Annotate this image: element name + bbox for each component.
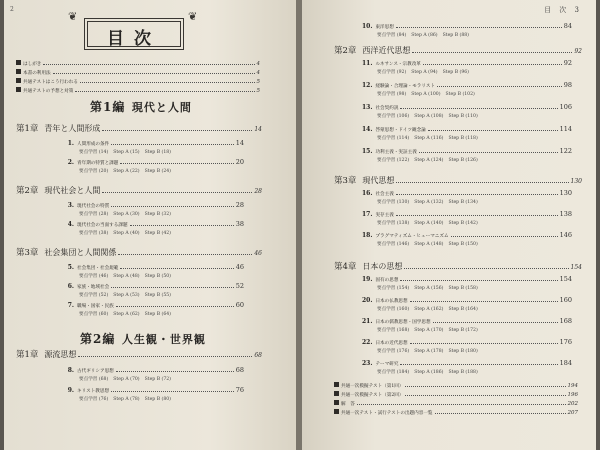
item-number: 5. (67, 264, 74, 271)
ornament-left-icon: ❦ (68, 10, 78, 23)
item-title: 家族・地域社会 (77, 285, 110, 290)
dot-leader (396, 215, 558, 216)
step-ref: Step A (62) (113, 312, 140, 317)
step-line (79, 273, 176, 279)
page-ref: 130 (559, 189, 572, 197)
step-line (79, 292, 176, 298)
page-ref: 38 (235, 220, 244, 228)
dot-leader (43, 64, 254, 65)
dot-leader (410, 343, 558, 344)
chapter-label: 第3章 (334, 176, 357, 186)
page-ref: 207 (567, 410, 578, 416)
page-ref: 5 (256, 88, 260, 94)
step-line (79, 211, 176, 217)
back-matter-label: 共通一次模擬テスト（第2回） (341, 393, 404, 398)
back-matter-item (334, 391, 578, 398)
step-ref: Step A (22) (113, 169, 140, 174)
step-ref: Step B (134) (448, 200, 478, 205)
page-ref: 84 (563, 22, 572, 30)
chapter-title: 日本の思想 (362, 262, 403, 271)
page-ref: 46 (235, 263, 244, 271)
step-ref: Step A (53) (113, 293, 140, 298)
step-line (377, 327, 483, 333)
step-ref: Step B (164) (448, 307, 478, 312)
part-title: 現代と人間 (131, 101, 192, 114)
step-line (377, 69, 474, 75)
step-line (79, 230, 176, 236)
dot-leader (410, 301, 558, 302)
item-number: 20. (362, 297, 373, 304)
toc-item (362, 359, 572, 367)
dot-leader (75, 91, 254, 92)
step-line (377, 113, 483, 119)
step-ref: 要点学習 (160) (377, 307, 410, 312)
bullet-square-icon (16, 69, 21, 74)
toc-item (362, 22, 572, 30)
front-matter-item (16, 78, 260, 85)
step-ref: 要点学習 (168) (377, 328, 410, 333)
item-number: 4. (67, 221, 74, 228)
item-title: 日本の近代思想 (375, 341, 408, 346)
chapter-heading (16, 122, 262, 134)
step-ref: Step B (158) (448, 286, 478, 291)
front-matter-label: 共通テストの予想と対策 (23, 89, 74, 94)
item-title: 固有の思想 (375, 278, 399, 283)
toc-item (362, 103, 572, 111)
step-line (377, 285, 483, 291)
dot-leader (435, 413, 566, 414)
part-number: 第1編 (90, 100, 126, 114)
item-title: 古代ギリシア思想 (77, 369, 114, 374)
bullet-square-icon (334, 382, 339, 387)
step-ref: Step A (86) (411, 33, 438, 38)
step-ref: Step B (110) (448, 114, 478, 119)
part-heading (80, 330, 206, 347)
toc-item (64, 366, 244, 374)
part-heading (90, 98, 192, 115)
step-ref: Step B (18) (144, 150, 171, 155)
item-title: 青年期の特質と課題 (77, 161, 119, 166)
chapter-title: 現代思想 (362, 176, 395, 185)
step-ref: Step B (102) (445, 92, 475, 97)
chapter-heading (334, 260, 582, 272)
item-title: 職場・国家・民族 (77, 304, 114, 309)
page-ref: 60 (235, 301, 244, 309)
toc-item (362, 338, 572, 346)
toc-item (362, 296, 572, 304)
back-matter-label: 共通一次模擬テスト（第1回） (341, 384, 404, 389)
page-ref: 154 (570, 264, 582, 271)
page-ref: 202 (567, 401, 578, 407)
item-number: 22. (362, 339, 373, 346)
dot-leader (102, 192, 252, 193)
chapter-title: 現代社会と人間 (44, 186, 101, 195)
bullet-square-icon (334, 409, 339, 414)
chapter-label: 第3章 (16, 248, 39, 258)
page-ref: 114 (559, 125, 572, 133)
chapter-title: 源流思想 (44, 350, 77, 359)
step-ref: Step B (72) (144, 377, 171, 382)
chapter-heading (16, 184, 262, 196)
step-ref: 要点学習 (52) (79, 293, 109, 298)
back-matter-item (334, 409, 578, 416)
toc-item (64, 282, 244, 290)
page-number-left: 2 (10, 6, 14, 13)
item-number: 14. (362, 126, 373, 133)
page-ref: 122 (559, 147, 572, 155)
toc-item (64, 139, 244, 147)
bullet-square-icon (16, 78, 21, 83)
step-ref: 要点学習 (98) (377, 92, 407, 97)
step-ref: Step A (94) (411, 70, 438, 75)
item-title: テーマ研究 (375, 362, 399, 367)
dot-leader (419, 152, 558, 153)
item-number: 1. (67, 140, 74, 147)
step-ref: Step B (50) (144, 274, 171, 279)
dot-leader (130, 225, 234, 226)
step-ref: Step A (30) (113, 212, 140, 217)
toc-item (64, 220, 244, 228)
page-ref: 196 (567, 392, 578, 398)
page-ref: 52 (235, 282, 244, 290)
toc-item (362, 189, 572, 197)
page-ref: 130 (570, 178, 582, 185)
front-matter-item (16, 87, 260, 94)
step-line (377, 306, 483, 312)
dot-leader (428, 130, 558, 131)
page-ref: 194 (567, 383, 578, 389)
dot-leader (396, 182, 568, 183)
item-title: 人間形成の条件 (77, 142, 110, 147)
step-line (79, 396, 176, 402)
chapter-heading (16, 348, 262, 360)
dot-leader (357, 404, 566, 405)
step-ref: 要点学習 (106) (377, 114, 410, 119)
step-ref: 要点学習 (184) (377, 370, 410, 375)
step-ref: Step B (32) (144, 212, 171, 217)
step-ref: 要点学習 (28) (79, 212, 109, 217)
item-number: 10. (362, 23, 373, 30)
step-line (377, 91, 480, 97)
chapter-heading (334, 174, 582, 186)
toc-item (64, 201, 244, 209)
step-line (377, 32, 474, 38)
step-ref: Step B (55) (144, 293, 171, 298)
step-ref: Step A (170) (414, 328, 444, 333)
step-ref: Step A (156) (414, 286, 444, 291)
step-ref: Step A (70) (113, 377, 140, 382)
dot-leader (405, 395, 565, 396)
dot-leader (396, 194, 558, 195)
toc-item (64, 158, 244, 166)
item-number: 8. (67, 367, 74, 374)
page-ref: 76 (235, 386, 244, 394)
step-ref: Step A (162) (414, 307, 444, 312)
running-header: 目 次 3 (544, 6, 582, 14)
step-ref: Step B (118) (448, 136, 478, 141)
page-ref: 4 (256, 70, 260, 76)
item-number: 2. (67, 159, 74, 166)
toc-item (362, 210, 572, 218)
ornament-right-icon: ❦ (188, 10, 198, 23)
item-number: 21. (362, 318, 373, 325)
bullet-square-icon (16, 60, 21, 65)
dot-leader (111, 206, 234, 207)
step-ref: 要点学習 (14) (79, 150, 109, 155)
step-ref: Step A (124) (414, 158, 444, 163)
item-title: 功利主義・実証主義 (375, 150, 417, 155)
dot-leader (120, 268, 233, 269)
dot-leader (400, 364, 557, 365)
toc-item (362, 81, 572, 89)
step-ref: 要点学習 (92) (377, 70, 407, 75)
item-number: 3. (67, 202, 74, 209)
item-number: 19. (362, 276, 373, 283)
step-ref: Step A (108) (414, 114, 444, 119)
step-ref: 要点学習 (84) (377, 33, 407, 38)
page-ref: 28 (235, 201, 244, 209)
step-ref: 要点学習 (114) (377, 136, 410, 141)
step-ref: 要点学習 (20) (79, 169, 109, 174)
item-title: キリスト教思想 (77, 389, 110, 394)
item-number: 16. (362, 190, 373, 197)
item-number: 7. (67, 302, 74, 309)
dot-leader (400, 280, 557, 281)
page-ref: 68 (235, 366, 244, 374)
dot-leader (400, 108, 557, 109)
step-line (377, 369, 483, 375)
dot-leader (396, 27, 562, 28)
item-title: 日本の仏教思想 (375, 299, 408, 304)
dot-leader (433, 322, 558, 323)
step-line (377, 220, 483, 226)
page-ref: 46 (254, 250, 262, 257)
back-matter-item (334, 400, 578, 407)
step-ref: Step A (78) (113, 397, 140, 402)
step-ref: 要点学習 (138) (377, 221, 410, 226)
step-line (377, 348, 483, 354)
step-ref: 要点学習 (130) (377, 200, 410, 205)
back-matter-item (334, 382, 578, 389)
step-ref: 要点学習 (146) (377, 242, 410, 247)
front-matter-label: 共通テストはこう行われる (23, 80, 78, 85)
part-number: 第2編 (80, 332, 116, 346)
book-spread (4, 0, 596, 450)
step-ref: Step B (42) (144, 231, 171, 236)
step-ref: Step A (140) (414, 221, 444, 226)
step-ref: Step B (24) (144, 169, 171, 174)
chapter-label: 第2章 (334, 46, 357, 56)
left-page (4, 0, 298, 450)
chapter-title: 西洋近代思想 (362, 46, 411, 55)
toc-item (64, 301, 244, 309)
step-ref: Step A (48) (113, 274, 140, 279)
step-ref: Step A (132) (414, 200, 444, 205)
step-ref: Step B (80) (144, 397, 171, 402)
page-ref: 160 (559, 296, 572, 304)
page-ref: 146 (559, 231, 572, 239)
item-number: 9. (67, 387, 74, 394)
dot-leader (116, 371, 234, 372)
toc-item (362, 275, 572, 283)
step-ref: Step A (178) (414, 349, 444, 354)
step-ref: Step A (148) (414, 242, 444, 247)
page-ref: 20 (235, 158, 244, 166)
page-ref: 4 (256, 61, 260, 67)
chapter-label: 第1章 (16, 124, 39, 134)
page-ref: 92 (574, 48, 582, 55)
item-number: 18. (362, 232, 373, 239)
step-ref: 要点学習 (46) (79, 274, 109, 279)
item-title: 啓蒙思想・ドイツ観念論 (375, 128, 426, 133)
dot-leader (118, 254, 252, 255)
item-number: 6. (67, 283, 74, 290)
page-ref: 184 (559, 359, 572, 367)
step-ref: Step B (96) (442, 70, 469, 75)
item-title: 日本の儒教思想・国学思想 (375, 320, 431, 325)
page-ref: 176 (559, 338, 572, 346)
item-title: 東洋思想 (375, 25, 394, 30)
front-matter-item (16, 69, 260, 76)
step-line (377, 157, 483, 163)
item-number: 23. (362, 360, 373, 367)
toc-item (362, 147, 572, 155)
chapter-label: 第1章 (16, 350, 39, 360)
item-title: 社会集団・社会規範 (77, 266, 119, 271)
toc-item (362, 59, 572, 67)
back-matter-label: 解 答 (341, 402, 355, 407)
item-title: 現代社会の当面する課題 (77, 223, 128, 228)
step-ref: 要点学習 (68) (79, 377, 109, 382)
page-title: 目次 (107, 29, 161, 49)
dot-leader (102, 130, 252, 131)
step-ref: 要点学習 (176) (377, 349, 410, 354)
step-line (377, 135, 483, 141)
dot-leader (80, 82, 255, 83)
step-line (79, 168, 176, 174)
step-ref: 要点学習 (60) (79, 312, 109, 317)
dot-leader (437, 86, 562, 87)
step-line (377, 241, 483, 247)
front-matter-label: はしがき (23, 62, 42, 67)
item-title: 実存主義 (375, 213, 394, 218)
page-ref: 106 (559, 103, 572, 111)
step-ref: Step A (40) (113, 231, 140, 236)
dot-leader (78, 356, 252, 357)
step-ref: Step B (126) (448, 158, 478, 163)
chapter-title: 社会集団と人間関係 (44, 248, 117, 257)
item-title: 経験論・合理論・モラリスト (375, 84, 436, 89)
dot-leader (423, 64, 562, 65)
page-ref: 14 (235, 139, 244, 147)
step-ref: Step A (186) (414, 370, 444, 375)
step-ref: Step A (100) (411, 92, 441, 97)
chapter-label: 第4章 (334, 262, 357, 272)
page-ref: 28 (254, 188, 262, 195)
item-title: 現代社会の特質 (77, 204, 110, 209)
bullet-square-icon (334, 391, 339, 396)
step-line (377, 199, 483, 205)
dot-leader (53, 73, 255, 74)
chapter-label: 第2章 (16, 186, 39, 196)
page-ref: 168 (559, 317, 572, 325)
item-number: 13. (362, 104, 373, 111)
dot-leader (111, 144, 234, 145)
dot-leader (111, 391, 234, 392)
step-line (79, 149, 176, 155)
step-ref: 要点学習 (38) (79, 231, 109, 236)
step-ref: Step A (15) (113, 150, 140, 155)
toc-item (362, 231, 572, 239)
chapter-heading (334, 44, 582, 56)
step-ref: Step B (180) (448, 349, 478, 354)
toc-item (64, 263, 244, 271)
page-ref: 14 (254, 126, 262, 133)
step-ref: Step B (188) (448, 370, 478, 375)
dot-leader (111, 287, 234, 288)
dot-leader (120, 163, 233, 164)
page-ref: 5 (256, 79, 260, 85)
step-ref: 要点学習 (154) (377, 286, 410, 291)
bullet-square-icon (16, 87, 21, 92)
item-number: 15. (362, 148, 373, 155)
page-ref: 98 (563, 81, 572, 89)
step-ref: Step B (172) (448, 328, 478, 333)
page-ref: 154 (559, 275, 572, 283)
item-number: 11. (362, 60, 373, 67)
part-title: 人生観・世界観 (121, 333, 206, 346)
item-title: プラグマティズム・ヒューマニズム (375, 234, 449, 239)
toc-title-box (84, 18, 184, 50)
item-title: 社会契約説 (375, 106, 399, 111)
dot-leader (405, 386, 565, 387)
item-title: 社会主義 (375, 192, 394, 197)
step-ref: Step A (116) (414, 136, 444, 141)
back-matter-label: 共通一次テスト・試行テストの出題内容一覧 (341, 411, 433, 416)
chapter-title: 青年と人間形成 (44, 124, 101, 133)
chapter-heading (16, 246, 262, 258)
item-title: ルネサンス・宗教改革 (375, 62, 421, 67)
step-ref: 要点学習 (76) (79, 397, 109, 402)
dot-leader (404, 268, 568, 269)
step-line (79, 311, 176, 317)
step-ref: 要点学習 (122) (377, 158, 410, 163)
item-number: 17. (362, 211, 373, 218)
dot-leader (412, 52, 572, 53)
step-ref: Step B (88) (442, 33, 469, 38)
step-line (79, 376, 176, 382)
page-ref: 68 (254, 352, 262, 359)
toc-item (362, 125, 572, 133)
page-ref: 138 (559, 210, 572, 218)
front-matter-item (16, 60, 260, 67)
step-ref: Step B (150) (448, 242, 478, 247)
step-ref: Step B (142) (448, 221, 478, 226)
toc-item (64, 386, 244, 394)
dot-leader (116, 306, 234, 307)
toc-item (362, 317, 572, 325)
page-ref: 92 (563, 59, 572, 67)
front-matter-label: 本書の利用法 (23, 71, 51, 76)
dot-leader (451, 236, 558, 237)
item-number: 12. (362, 82, 373, 89)
bullet-square-icon (334, 400, 339, 405)
step-ref: Step B (64) (144, 312, 171, 317)
right-page (302, 0, 596, 450)
